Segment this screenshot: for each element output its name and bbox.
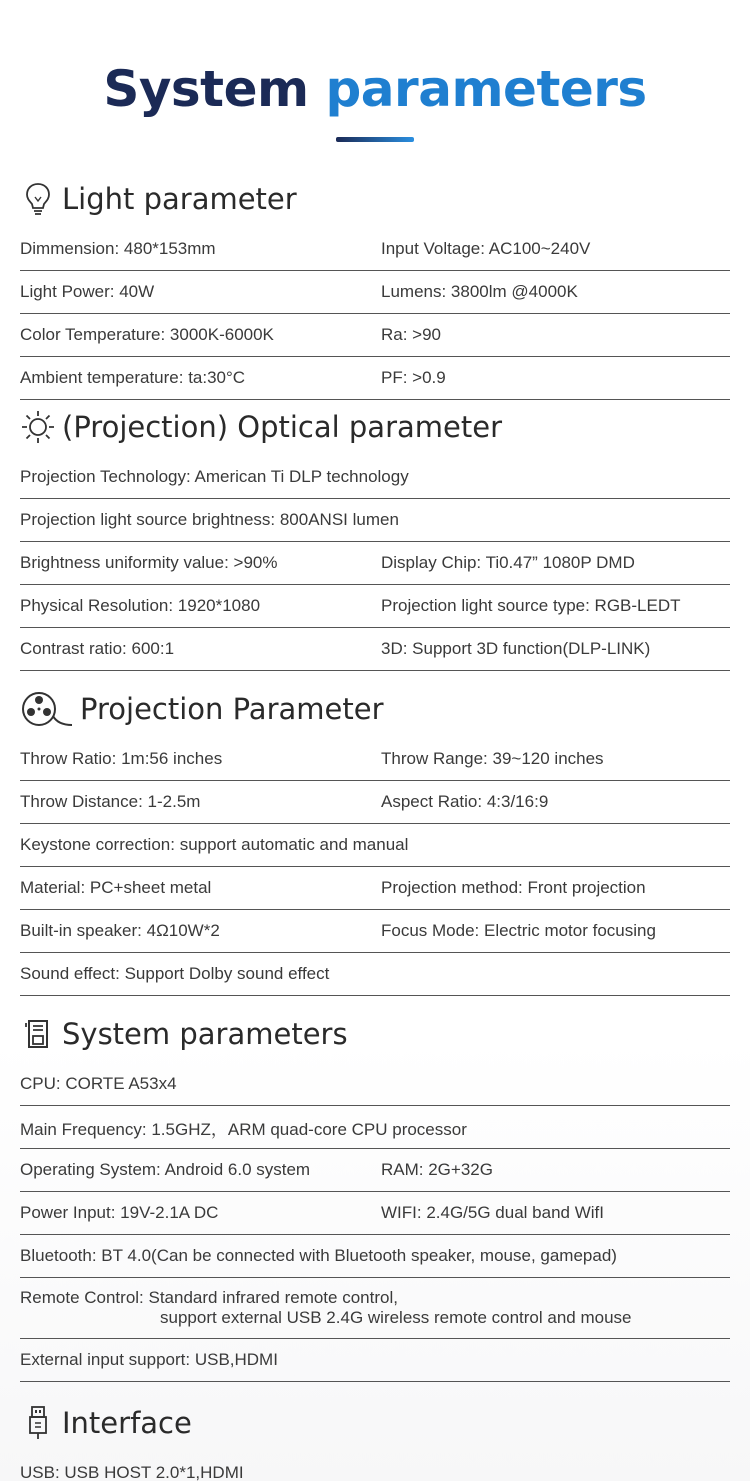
param-cell: Power Input: 19V-2.1A DC	[20, 1203, 219, 1222]
param-cell: Throw Distance: 1-2.5m	[20, 792, 201, 811]
param-cell: WIFI: 2.4G/5G dual band WifI	[381, 1203, 604, 1222]
param-cell: Contrast ratio: 600:1	[20, 639, 175, 658]
param-cell: Focus Mode: Electric motor focusing	[381, 921, 656, 940]
param-cell: RAM: 2G+32G	[381, 1160, 493, 1179]
page-title-part2: parameters	[325, 60, 647, 118]
section-header	[20, 170, 730, 228]
param-cell: 3D: Support 3D function(DLP-LINK)	[381, 639, 651, 658]
param-cell: Projection light source type: RGB-LEDT	[381, 596, 681, 615]
param-cell	[20, 1288, 730, 1328]
table-row	[20, 781, 730, 824]
param-cell: Projection method: Front projection	[381, 878, 646, 897]
param-cell: Display Chip: Ti0.47” 1080P DMD	[381, 553, 635, 572]
table-row	[20, 1106, 730, 1149]
section-header	[20, 1394, 730, 1452]
table-row	[20, 628, 730, 671]
param-cell: Lumens: 3800lm @4000K	[381, 282, 578, 301]
table-row	[20, 271, 730, 314]
title-underline	[336, 137, 414, 142]
section-projection-parameter	[20, 680, 730, 996]
section-light-parameter	[20, 170, 730, 400]
sun-icon	[20, 409, 56, 445]
param-line: Remote Control: Standard infrared remote control,	[20, 1288, 398, 1307]
table-row	[20, 953, 730, 996]
param-cell: Keystone correction: support automatic and manual	[20, 835, 409, 854]
section-system-parameters	[20, 1005, 730, 1382]
param-cell: Material: PC+sheet metal	[20, 878, 212, 897]
film-reel-icon	[20, 691, 74, 727]
section-title: Projection Parameter	[80, 692, 384, 726]
param-cell: Bluetooth: BT 4.0(Can be connected with Bluetooth speaker, mouse, gamepad)	[20, 1246, 617, 1265]
param-cell: Operating System: Android 6.0 system	[20, 1160, 311, 1179]
param-cell: External input support: USB,HDMI	[20, 1350, 278, 1369]
param-cell: Brightness uniformity value: >90%	[20, 553, 278, 572]
table-row	[20, 1339, 730, 1382]
param-cell: Main Frequency: 1.5GHZ，ARM quad-core CPU processor	[20, 1119, 467, 1139]
section-title: Interface	[62, 1406, 192, 1440]
table-row	[20, 542, 730, 585]
table-row	[20, 1063, 730, 1106]
param-cell: Throw Ratio: 1m:56 inches	[20, 749, 223, 768]
param-cell: Projection light source brightness: 800ANSI lumen	[20, 510, 399, 529]
chip-icon	[20, 1016, 56, 1052]
section-header	[20, 680, 730, 738]
table-row	[20, 1278, 730, 1339]
usb-icon	[20, 1405, 56, 1441]
param-cell: Ambient temperature: ta:30°C	[20, 368, 246, 387]
table-row	[20, 867, 730, 910]
table-row	[20, 456, 730, 499]
table-row	[20, 910, 730, 953]
param-cell: Physical Resolution: 1920*1080	[20, 596, 261, 615]
table-row	[20, 1149, 730, 1192]
table-row	[20, 1235, 730, 1278]
section-title: System parameters	[62, 1017, 348, 1051]
section-header	[20, 1005, 730, 1063]
param-cell: Built-in speaker: 4Ω10W*2	[20, 921, 220, 940]
param-cell: Ra: >90	[381, 325, 442, 344]
param-cell: Aspect Ratio: 4:3/16:9	[381, 792, 549, 811]
page-title-part1: System	[103, 60, 309, 118]
param-cell: Dimmension: 480*153mm	[20, 239, 216, 258]
table-row	[20, 499, 730, 542]
page-title	[0, 60, 750, 118]
table-row	[20, 1192, 730, 1235]
param-cell: Input Voltage: AC100~240V	[381, 239, 591, 258]
param-cell: PF: >0.9	[381, 368, 446, 387]
table-row	[20, 228, 730, 271]
section-interface	[20, 1394, 730, 1481]
table-row	[20, 738, 730, 781]
param-cell: Color Temperature: 3000K-6000K	[20, 325, 274, 344]
bulb-icon	[20, 181, 56, 217]
section-header	[20, 398, 730, 456]
table-row	[20, 824, 730, 867]
param-cell: Sound effect: Support Dolby sound effect	[20, 964, 330, 983]
table-row	[20, 1452, 730, 1481]
param-cell: Projection Technology: American Ti DLP technology	[20, 467, 409, 486]
section-title: Light parameter	[62, 182, 297, 216]
param-cell: USB: USB HOST 2.0*1,HDMI	[20, 1463, 244, 1481]
section-optical-parameter	[20, 398, 730, 671]
table-row	[20, 314, 730, 357]
param-cell: Light Power: 40W	[20, 282, 155, 301]
param-cell: Throw Range: 39~120 inches	[381, 749, 604, 768]
param-line: support external USB 2.4G wireless remote control and mouse	[160, 1308, 632, 1327]
param-cell: CPU: CORTE A53x4	[20, 1074, 177, 1093]
table-row	[20, 357, 730, 400]
table-row	[20, 585, 730, 628]
section-title: (Projection) Optical parameter	[62, 410, 502, 444]
